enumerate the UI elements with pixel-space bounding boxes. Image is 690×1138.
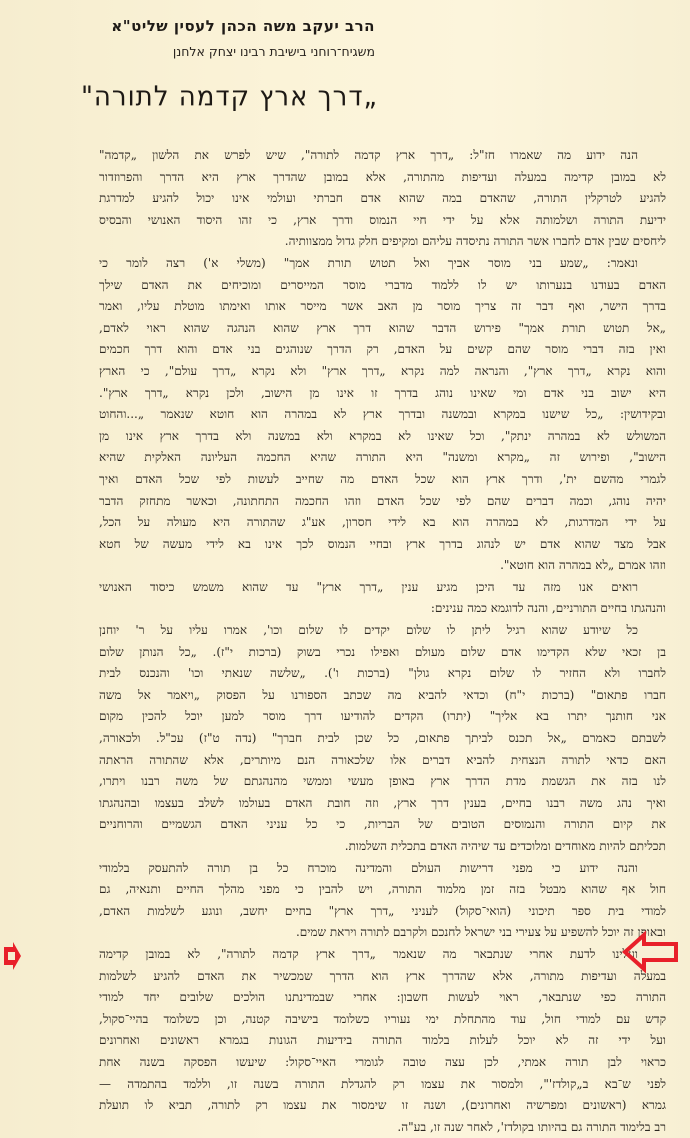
body-text-line: האם כדאי לתורה הנצחית להביא דברים אלו שלכאורה הנם מיותרים, אלא שהתורה הראתה bbox=[99, 752, 666, 767]
body-text-line: לגמרי מהשם ית', ודרך ארץ הוא שכל האדם מה שחייב לעשות לפי שכל האדם ואיך bbox=[99, 471, 666, 486]
body-text-line: היא ישוב בני אדם ומי שאינו נוהג בדרך זו אינו מן הישוב, ולכן נקרא „דרך ארץ". bbox=[99, 385, 666, 400]
body-text-line: לא במובן קדימה במעלה ועדיפות מהתורה, אלא במובן שהדרך ארץ היא הדרך והפרוזדור bbox=[99, 169, 666, 184]
body-text-line: ידיעת התורה ושלמותה אלא על ידי חיי הנמוס ודרך ארץ, כי זהו היסוד האנושי והבסיס bbox=[99, 212, 666, 227]
body-text-line: התורה כפי שנתבאר, ראוי לעשות חשבון: אחרי שבמדינתנו הולכים שלובים יחד למודי bbox=[99, 990, 666, 1005]
body-text-line: והנה ידוע כי מפני דרישות העולם והמדינה מוכרח כל בן תורה להתעסק בלמודי bbox=[99, 860, 638, 875]
body-text-line: ואין בזה דברי מוסר שהם קשים על האדם, רק הדרך שנוהגים בני אדם והוא דרך חכמים bbox=[99, 342, 666, 357]
body-text-line: לפני ש־בא ב„קולדז'", ולמסור את עצמו רק להגדלת התורה בשנה זו, וללמד בהתמדה — bbox=[99, 1076, 666, 1091]
body-text-line: „אל תטוש תורת אמך" פירוש הדבר שהוא דרך ארץ שהוא הנהגה שהוא ראוי לאדם, bbox=[99, 320, 666, 335]
body-text-line: ובאופן זה יוכל להשפיע על צעירי בני ישראל לחנכם ולקרבם לתורה ויראת שמים. bbox=[295, 925, 666, 940]
body-text-line: האדם בעודנו בנערותו יש לו ללמוד מדברי מוסר המייסרים ומוכיחים את האדם שילך bbox=[99, 277, 666, 292]
body-text-line: והוא נקרא „דרך ארץ", והנראה למה נקרא „דרך ארץ" ולא נקרא „דרך עולם", כי הארץ bbox=[99, 363, 666, 378]
body-text-line: יהיה נוהג, וכמה דברים שהם לפי שכל האדם וזהו החכמה התחתונה, וכאשר מתחזק הדבר bbox=[99, 493, 666, 508]
body-text-line: המשולש לא במהרה ינתק", וכל שאינו לא במקרא ולא במשנה ולא בדרך ארץ אינו מן bbox=[99, 428, 666, 443]
body-text-line: חברו פתאום" (ברכות י"ח) וכדאי להביא מה שכתב הספורנו על הפסוק „ויאמר אל משה bbox=[99, 687, 666, 702]
body-text-line: בדרך הישר, ואף דבר זה צריך מוסר מן האב אשר מייסר אותו ואימתו מוטלת עליו, ואמר bbox=[99, 299, 666, 314]
article-body bbox=[99, 145, 666, 1138]
body-text-line: הישוב", ופירוש זה „מקרא ומשנה" היא התורה שהיא החכמה העליונה האלקית שהיא bbox=[99, 450, 666, 465]
article-header bbox=[111, 14, 375, 64]
body-text-line: ואיך נהג משה רבנו בחיים, בענין דרך ארץ, וזה חובת האדם בעולמו לשלב בעצמו ובהנהגתו bbox=[99, 795, 666, 810]
body-text-line: להגיע לטרקלין התורה, שהאדם במה שהוא אדם חברתי ועולמי אינו יכול להגיע למדרגת bbox=[99, 191, 666, 206]
body-text-line: ועלינו לדעת אחרי שנתבאר מה שנאמר „דרך ארץ קדמה לתורה", לא במובן קדימה bbox=[99, 946, 638, 961]
body-text-line: רואים אנו מזה עד היכן מגיע ענין „דרך ארץ" עד שהוא משמש כיסוד האנושי bbox=[99, 579, 638, 594]
body-text-line: לשבתם כאמרם „אל תכנס לביתך פתאום, כל שכן לבית חברך" (נדה ט"ז) עכ"ל. ולכאורה, bbox=[99, 731, 666, 746]
body-text-line: הנה ידוע מה שאמרו חז"ל: „דרך ארץ קדמה לתורה", שיש לפרש את הלשון „קדמה" bbox=[99, 148, 638, 162]
body-text-line: על ידי המדרגות, לא במהרה הוא בא לידי חסרון, אע"ג שהתורה היא מעולה על הכל, bbox=[99, 515, 667, 530]
body-text-line: ליחסים שבין אדם לחברו אשר התורה נתיסדה עליהם ומקיפים חלק גדול ממצוותיה. bbox=[284, 234, 666, 249]
body-text-line: כראוי לבן תורה אמתי, לכן עצה טובה לגומרי האיי־סקול: שיעשו הפסקה בשנה אחת bbox=[99, 1054, 666, 1069]
body-text-line: וזהו אמרם „לא במהרה הוא חוטא". bbox=[500, 558, 666, 573]
body-text-line: את קיום התורה והנמוסים הטובים של הבריות, כי כל עניני האדם הגשמיים והרוחניים bbox=[99, 817, 666, 832]
body-text-line: רב בלימוד התורה גם בהיותו בקולדז', לאחר שנה זו, בע"ה. bbox=[397, 1119, 666, 1134]
body-text-line: גמרא (ראשונים ומפרשיה ואחרונים), ושנה זו שימסור את עצמו רק לתורה, תביא לו תועלת bbox=[99, 1098, 666, 1113]
body-text-line: במעלה ועדיפות מתורה, אלא שהדרך ארץ הוא הדרך שמכשיר את האדם להגיע לשלמות bbox=[99, 968, 666, 983]
affiliation-line: משגיח־רוחני בישיבת רבינו יצחק אלחנן bbox=[172, 44, 375, 59]
body-text-line: כל שיודע שהוא רגיל ליתן לו שלום יקדים לו שלום וכו', אמרו עליו על ר' יוחנן bbox=[99, 623, 638, 638]
body-text-line: קדש עם למודי חול, עוד מהתחלת ימי נעוריו כשלומד בישיבה קטנה, וכן כשלומד בהיי־סקול, bbox=[99, 1011, 666, 1026]
body-text-line: לחברו ולא החזיר לו שלום נקרא גולן" (ברכות ו'). „שלשה שנאתי וכו' והנכנס לבית bbox=[99, 666, 666, 681]
body-text-line: אבל מצד שהוא אדם יש לנהוג בדרך ארץ ובחיי הנמוס לכך אינו בא לידי מעשה של חטא bbox=[99, 536, 666, 551]
right-pointing-arrow-icon bbox=[3, 941, 22, 971]
left-pointing-arrow-icon bbox=[622, 932, 680, 972]
body-text-line: ובקידושין: „כל שישנו במקרא ובמשנה ובדרך ארץ לא במהרה הוא חוטא שנאמר „...והחוט bbox=[99, 407, 666, 422]
body-text-line: בן זכאי שלא הקדימו אדם שלום מעולם ואפילו נכרי בשוק (ברכות י"ז). „כל הנותן שלום bbox=[99, 644, 666, 659]
body-text-line: והנהגתו בחיים התורניים, והנה לדוגמא כמה ענינים: bbox=[430, 601, 666, 616]
article-title: „דרך ארץ קדמה לתורה" bbox=[80, 81, 378, 113]
body-text-line: ונאמר: „שמע בני מוסר אביך ואל תטוש תורת אמך" (משלי א') רצה לומר כי bbox=[99, 255, 638, 270]
body-text-line: אני חותנך יתרו בא אליך" (יתרו) הקדים להודיעו דרך מוסר למען יוכל להכין מקום bbox=[99, 709, 666, 724]
body-text-line: ועל ידי זה לא יוכל לעלות בלמוד התורה בידיעות הגונות בגמרא ראשונים ואחרונים bbox=[99, 1033, 666, 1048]
body-text-line: תכליתם להיות מאוחדים ומלוכדים עד שיהיה האדם בתכלית השלמות. bbox=[344, 839, 666, 853]
body-text-line: חול אף שהוא מבטל בזה זמן מלמוד התורה, ויש להבין כי מפני מהלך החיים ותנאיה, גם bbox=[99, 882, 666, 897]
body-text-line: לנו בזה את הגשמת מדת הדרך ארץ באופן מעשי וממשי מהנהגתם של משה רבנו ויתרו, bbox=[99, 774, 666, 789]
author-line: הרב יעקב משה הכהן לעסין שליט"א bbox=[111, 17, 375, 35]
body-text-line: למודי בית ספר תיכוני (הואי־סקול) לעניני „דרך ארץ" בחיים יחשב, ונוגע לשלמות האדם, bbox=[99, 903, 666, 918]
